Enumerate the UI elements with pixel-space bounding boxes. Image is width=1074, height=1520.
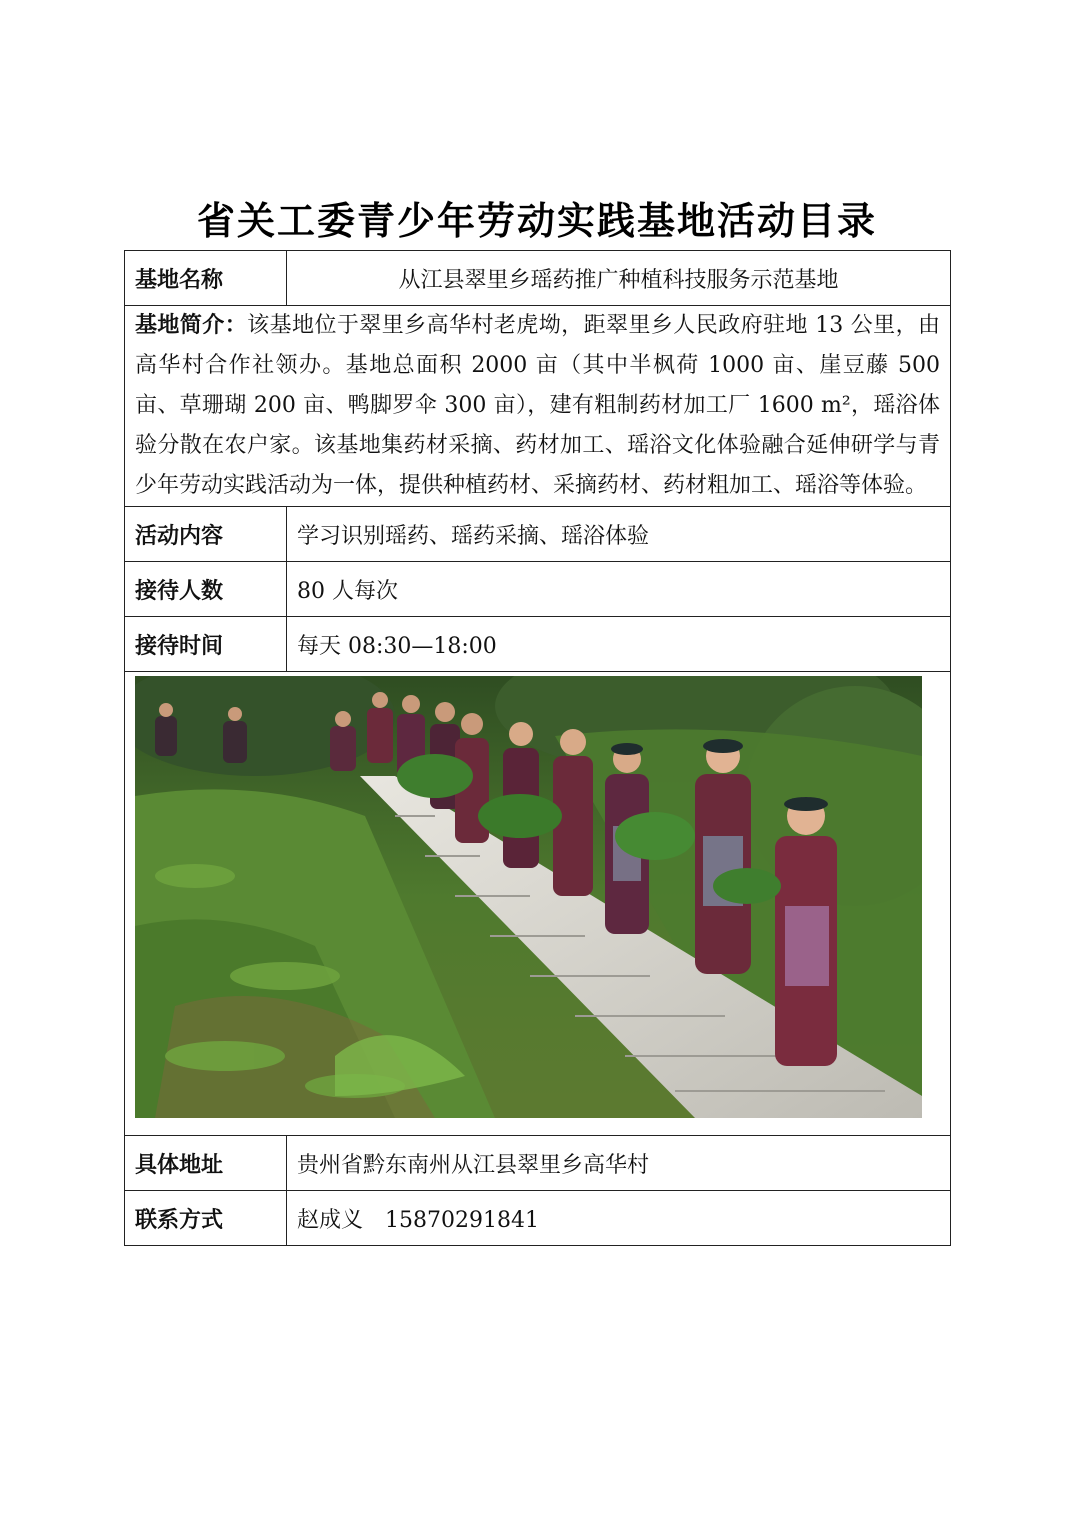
base-name-value: 从江县翠里乡瑶药推广种植科技服务示范基地 — [287, 251, 951, 306]
capacity-label: 接待人数 — [125, 562, 287, 617]
hours-label: 接待时间 — [125, 617, 287, 672]
activity-value: 学习识别瑶药、瑶药采摘、瑶浴体验 — [287, 507, 951, 562]
capacity-value: 80 人每次 — [287, 562, 951, 617]
activity-photo — [135, 676, 922, 1118]
table-row — [125, 1136, 951, 1191]
intro-cell — [125, 306, 951, 507]
table-row — [125, 617, 951, 672]
table-row — [125, 562, 951, 617]
hours-value: 每天 08:30—18:00 — [287, 617, 951, 672]
activity-label: 活动内容 — [125, 507, 287, 562]
photo-cell — [125, 672, 951, 1136]
intro-text: 该基地位于翠里乡高华村老虎坳，距翠里乡人民政府驻地 13 公里，由高华村合作社领办。基地总面积 2000 亩（其中半枫荷 1000 亩、崖豆藤 500 亩、草珊瑚 200 亩、鸭脚罗伞 300 亩），建有粗制药材加工厂 1600 m²，瑶浴体验分散在农户家。该基地集药材采摘、药材加工、瑶浴文化体验融合延伸研学与青少年劳动实践活动为一体，提供种植药材、采摘药材、药材粗加工、瑶浴等体验。 — [135, 313, 940, 498]
table-row — [125, 672, 951, 1136]
page-title: 省关工委青少年劳动实践基地活动目录 — [196, 198, 877, 243]
address-value: 贵州省黔东南州从江县翠里乡高华村 — [287, 1136, 951, 1191]
table-row — [125, 1191, 951, 1246]
intro-label: 基地简介： — [135, 313, 248, 338]
info-table — [124, 250, 951, 1246]
base-name-label: 基地名称 — [125, 251, 287, 306]
contact-value: 赵成义 15870291841 — [287, 1191, 951, 1246]
contact-label: 联系方式 — [125, 1191, 287, 1246]
table-row — [125, 507, 951, 562]
table-row — [125, 251, 951, 306]
address-label: 具体地址 — [125, 1136, 287, 1191]
table-row — [125, 306, 951, 507]
